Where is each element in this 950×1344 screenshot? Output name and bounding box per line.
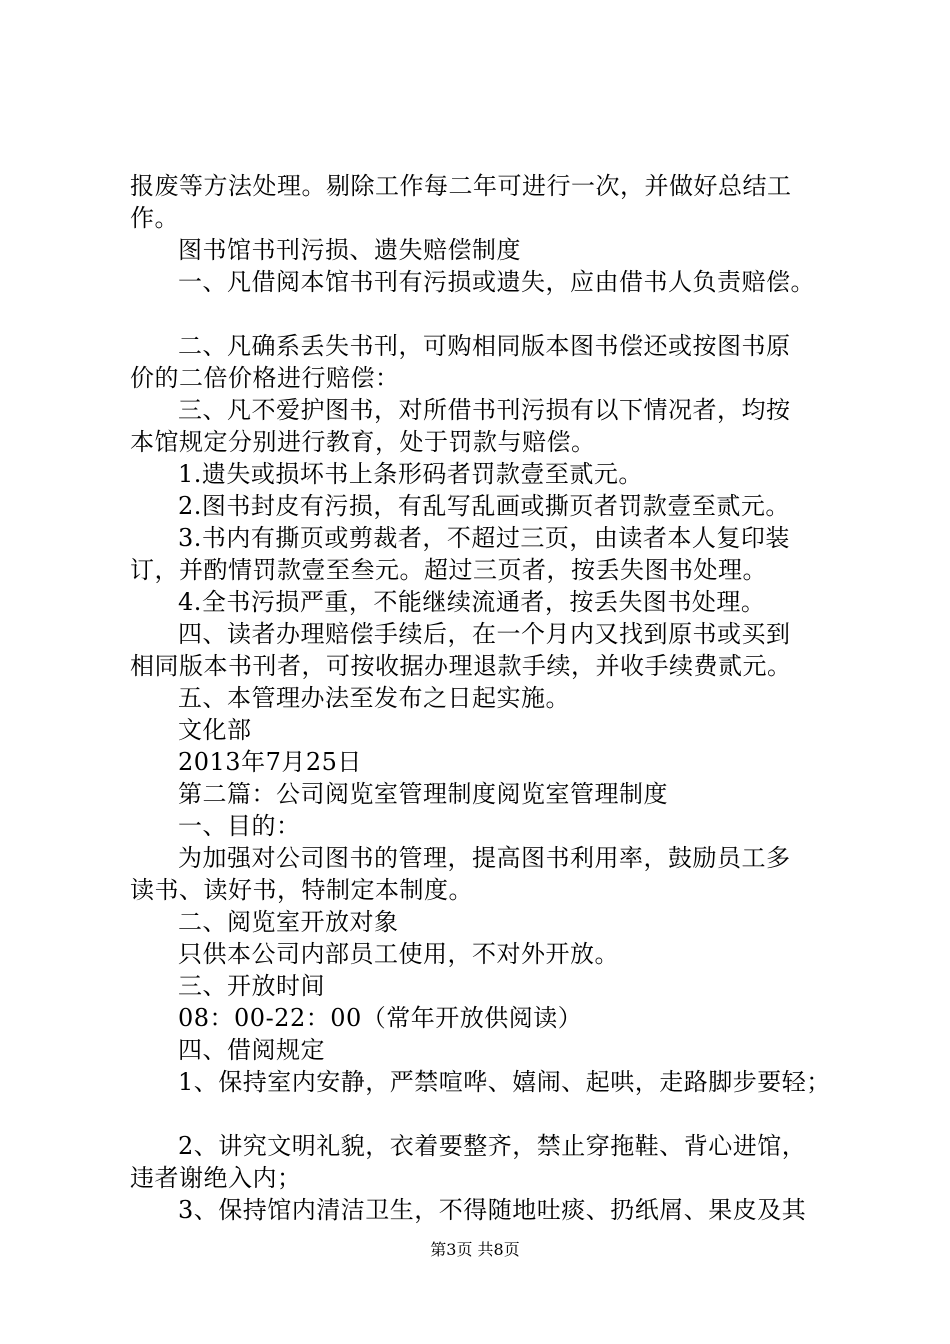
- text-line: 4.全书污损严重，不能继续流通者，按丢失图书处理。: [178, 588, 766, 616]
- text-line: 一、凡借阅本馆书刊有污损或遗失，应由借书人负责赔偿。: [178, 268, 815, 296]
- text-line: 为加强对公司图书的管理，提高图书利用率，鼓励员工多: [178, 844, 791, 872]
- text-line: 价的二倍价格进行赔偿：: [130, 364, 400, 392]
- text-line: 一、目的：: [178, 812, 301, 840]
- text-line: 报废等方法处理。剔除工作每二年可进行一次，并做好总结工: [130, 172, 792, 200]
- text-line: 3、保持馆内清洁卫生，不得随地吐痰、扔纸屑、果皮及其: [178, 1196, 807, 1224]
- text-line: 2.图书封皮有污损，有乱写乱画或撕页者罚款壹至贰元。: [178, 492, 790, 520]
- text-line: 二、凡确系丢失书刊，可购相同版本图书偿还或按图书原: [178, 332, 791, 360]
- text-line: 作。: [130, 204, 179, 232]
- page-footer: 第3页 共8页: [430, 1240, 520, 1259]
- text-line: 相同版本书刊者，可按收据办理退款手续，并收手续费贰元。: [130, 652, 792, 680]
- text-line: 读书、读好书，特制定本制度。: [130, 876, 473, 904]
- section-heading: 图书馆书刊污损、遗失赔偿制度: [178, 236, 521, 264]
- text-line: 本馆规定分别进行教育，处于罚款与赔偿。: [130, 428, 596, 456]
- text-line: 1、保持室内安静，严禁喧哗、嬉闹、起哄，走路脚步要轻；: [178, 1068, 831, 1096]
- text-line: 四、借阅规定: [178, 1036, 325, 1064]
- text-line: 订，并酌情罚款壹至叁元。超过三页者，按丢失图书处理。: [130, 556, 767, 584]
- text-line: 五、本管理办法至发布之日起实施。: [178, 684, 570, 712]
- text-line: 2、讲究文明礼貌，衣着要整齐，禁止穿拖鞋、背心进馆，: [178, 1132, 807, 1160]
- text-line: 只供本公司内部员工使用，不对外开放。: [178, 940, 619, 968]
- text-line: 三、凡不爱护图书，对所借书刊污损有以下情况者，均按: [178, 396, 791, 424]
- text-line: 违者谢绝入内；: [130, 1164, 302, 1192]
- text-line: 四、读者办理赔偿手续后，在一个月内又找到原书或买到: [178, 620, 791, 648]
- signature-department: 文化部: [178, 716, 252, 744]
- section-heading: 第二篇：公司阅览室管理制度阅览室管理制度: [178, 780, 668, 808]
- text-line: 二、阅览室开放对象: [178, 908, 399, 936]
- text-line: 08：00-22：00（常年开放供阅读）: [178, 1004, 583, 1032]
- text-line: 3.书内有撕页或剪裁者，不超过三页，由读者本人复印装: [178, 524, 790, 552]
- text-line: 1.遗失或损坏书上条形码者罚款壹至贰元。: [178, 460, 643, 488]
- signature-date: 2013年7月25日: [178, 748, 362, 776]
- text-line: 三、开放时间: [178, 972, 325, 1000]
